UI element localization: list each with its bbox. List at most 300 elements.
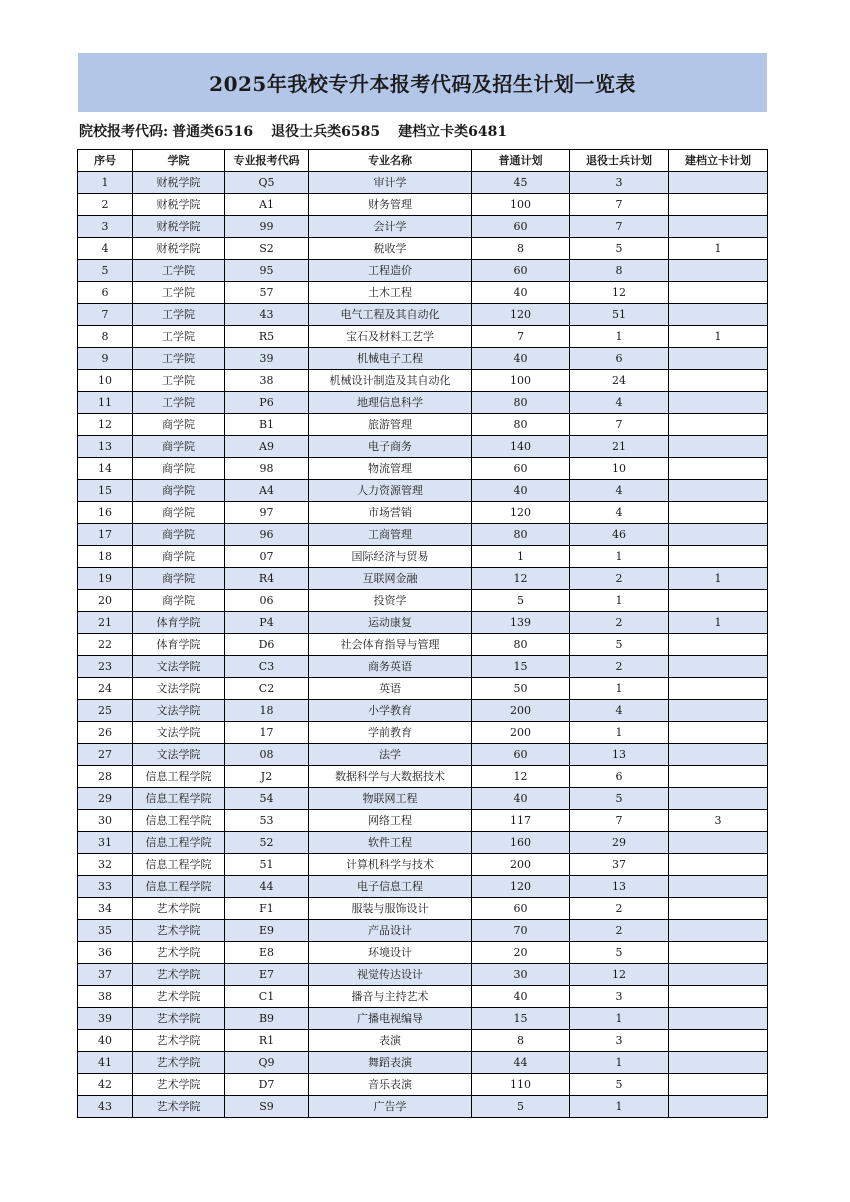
cell-veteran-plan: 1 [570,722,669,744]
cell-major-name: 地理信息科学 [309,392,472,414]
table-row [78,1074,768,1096]
page-title: 2025年我校专升本报考代码及招生计划一览表 [209,72,636,96]
cell-major-code: E8 [225,942,309,964]
cell-college: 信息工程学院 [133,854,225,876]
cell-index: 25 [78,700,133,722]
cell-college: 工学院 [133,348,225,370]
table-row [78,788,768,810]
cell-veteran-plan: 51 [570,304,669,326]
header-college: 学院 [133,150,225,172]
cell-college: 艺术学院 [133,1008,225,1030]
cell-regular-plan: 60 [472,216,570,238]
cell-veteran-plan: 6 [570,348,669,370]
cell-college: 商学院 [133,546,225,568]
cell-veteran-plan: 4 [570,392,669,414]
cell-poverty-plan [669,1008,768,1030]
cell-index: 17 [78,524,133,546]
cell-regular-plan: 200 [472,700,570,722]
cell-regular-plan: 200 [472,854,570,876]
cell-college: 艺术学院 [133,1052,225,1074]
cell-regular-plan: 40 [472,282,570,304]
table-row [78,524,768,546]
cell-major-code: D6 [225,634,309,656]
table-row [78,238,768,260]
cell-poverty-plan [669,172,768,194]
cell-index: 32 [78,854,133,876]
cell-college: 工学院 [133,370,225,392]
cell-major-name: 产品设计 [309,920,472,942]
cell-major-name: 互联网金融 [309,568,472,590]
cell-poverty-plan [669,524,768,546]
cell-index: 7 [78,304,133,326]
cell-regular-plan: 15 [472,1008,570,1030]
cell-poverty-plan [669,898,768,920]
cell-veteran-plan: 5 [570,788,669,810]
cell-poverty-plan [669,854,768,876]
cell-major-name: 宝石及材料工艺学 [309,326,472,348]
cell-major-name: 音乐表演 [309,1074,472,1096]
cell-poverty-plan [669,1096,768,1118]
cell-veteran-plan: 2 [570,612,669,634]
cell-veteran-plan: 2 [570,656,669,678]
cell-poverty-plan [669,216,768,238]
cell-poverty-plan: 1 [669,238,768,260]
cell-college: 商学院 [133,590,225,612]
cell-college: 信息工程学院 [133,766,225,788]
cell-major-code: R4 [225,568,309,590]
cell-index: 13 [78,436,133,458]
table-row [78,194,768,216]
cell-veteran-plan: 12 [570,282,669,304]
regular-code: 普通类6516 [172,124,254,140]
cell-index: 24 [78,678,133,700]
table-row [78,568,768,590]
poverty-code: 建档立卡类6481 [398,124,508,140]
table-row [78,1096,768,1118]
cell-regular-plan: 50 [472,678,570,700]
cell-veteran-plan: 21 [570,436,669,458]
cell-index: 21 [78,612,133,634]
cell-college: 工学院 [133,392,225,414]
cell-college: 文法学院 [133,656,225,678]
table-row [78,216,768,238]
cell-poverty-plan [669,480,768,502]
table-row [78,634,768,656]
cell-college: 艺术学院 [133,986,225,1008]
cell-poverty-plan [669,942,768,964]
veteran-code: 退役士兵类6585 [271,124,381,140]
cell-regular-plan: 60 [472,898,570,920]
cell-index: 14 [78,458,133,480]
cell-poverty-plan [669,876,768,898]
cell-major-code: 97 [225,502,309,524]
cell-index: 31 [78,832,133,854]
cell-veteran-plan: 3 [570,1030,669,1052]
table-row [78,282,768,304]
cell-veteran-plan: 1 [570,1008,669,1030]
cell-major-code: 51 [225,854,309,876]
cell-major-code: 52 [225,832,309,854]
cell-major-code: D7 [225,1074,309,1096]
cell-veteran-plan: 4 [570,502,669,524]
table-row [78,326,768,348]
table-row [78,1008,768,1030]
cell-college: 商学院 [133,524,225,546]
cell-regular-plan: 120 [472,876,570,898]
cell-college: 艺术学院 [133,1074,225,1096]
cell-index: 22 [78,634,133,656]
cell-index: 35 [78,920,133,942]
cell-regular-plan: 100 [472,194,570,216]
cell-major-code: 39 [225,348,309,370]
table-row [78,480,768,502]
cell-major-code: B1 [225,414,309,436]
cell-major-name: 英语 [309,678,472,700]
cell-regular-plan: 140 [472,436,570,458]
cell-index: 38 [78,986,133,1008]
cell-regular-plan: 12 [472,568,570,590]
cell-major-code: 98 [225,458,309,480]
cell-major-name: 计算机科学与技术 [309,854,472,876]
cell-major-code: C2 [225,678,309,700]
cell-college: 财税学院 [133,172,225,194]
cell-major-code: R5 [225,326,309,348]
cell-regular-plan: 139 [472,612,570,634]
cell-major-name: 软件工程 [309,832,472,854]
cell-major-name: 数据科学与大数据技术 [309,766,472,788]
cell-veteran-plan: 29 [570,832,669,854]
cell-college: 财税学院 [133,194,225,216]
cell-index: 43 [78,1096,133,1118]
codes-label: 院校报考代码: [79,124,169,140]
cell-index: 3 [78,216,133,238]
cell-major-code: 06 [225,590,309,612]
table-row [78,1030,768,1052]
cell-veteran-plan: 1 [570,326,669,348]
cell-major-name: 土木工程 [309,282,472,304]
cell-regular-plan: 80 [472,634,570,656]
cell-regular-plan: 100 [472,370,570,392]
cell-regular-plan: 40 [472,480,570,502]
cell-major-name: 工商管理 [309,524,472,546]
cell-poverty-plan [669,700,768,722]
table-row [78,920,768,942]
cell-poverty-plan [669,260,768,282]
header-index: 序号 [78,150,133,172]
title-banner [78,53,767,112]
cell-college: 文法学院 [133,678,225,700]
cell-major-name: 电子商务 [309,436,472,458]
cell-regular-plan: 60 [472,458,570,480]
cell-poverty-plan [669,414,768,436]
cell-index: 33 [78,876,133,898]
cell-veteran-plan: 5 [570,634,669,656]
cell-index: 28 [78,766,133,788]
cell-veteran-plan: 37 [570,854,669,876]
cell-college: 信息工程学院 [133,832,225,854]
cell-major-code: E9 [225,920,309,942]
cell-poverty-plan [669,964,768,986]
cell-major-name: 电子信息工程 [309,876,472,898]
table-body [78,172,768,1118]
cell-major-code: R1 [225,1030,309,1052]
cell-regular-plan: 60 [472,260,570,282]
cell-poverty-plan [669,1052,768,1074]
table-row [78,1052,768,1074]
cell-veteran-plan: 1 [570,1096,669,1118]
cell-veteran-plan: 2 [570,920,669,942]
cell-major-code: 44 [225,876,309,898]
cell-regular-plan: 110 [472,1074,570,1096]
cell-poverty-plan [669,1074,768,1096]
cell-college: 财税学院 [133,238,225,260]
cell-major-code: 18 [225,700,309,722]
cell-poverty-plan [669,678,768,700]
table-row [78,744,768,766]
cell-veteran-plan: 3 [570,986,669,1008]
cell-regular-plan: 5 [472,1096,570,1118]
cell-poverty-plan [669,194,768,216]
cell-major-code: J2 [225,766,309,788]
header-regular-plan: 普通计划 [472,150,570,172]
cell-major-name: 税收学 [309,238,472,260]
table-row [78,854,768,876]
cell-major-code: Q5 [225,172,309,194]
cell-index: 23 [78,656,133,678]
table-row [78,414,768,436]
table-row [78,172,768,194]
cell-college: 工学院 [133,326,225,348]
cell-college: 商学院 [133,568,225,590]
header-major-code: 专业报考代码 [225,150,309,172]
cell-major-code: 96 [225,524,309,546]
cell-major-code: S2 [225,238,309,260]
cell-veteran-plan: 2 [570,568,669,590]
table-row [78,678,768,700]
cell-poverty-plan: 3 [669,810,768,832]
cell-index: 16 [78,502,133,524]
cell-poverty-plan [669,370,768,392]
cell-poverty-plan [669,392,768,414]
cell-regular-plan: 80 [472,524,570,546]
cell-index: 41 [78,1052,133,1074]
cell-college: 体育学院 [133,612,225,634]
cell-major-code: B9 [225,1008,309,1030]
cell-index: 30 [78,810,133,832]
cell-veteran-plan: 1 [570,546,669,568]
cell-index: 27 [78,744,133,766]
cell-college: 文法学院 [133,722,225,744]
cell-veteran-plan: 7 [570,810,669,832]
cell-college: 工学院 [133,260,225,282]
cell-major-name: 国际经济与贸易 [309,546,472,568]
cell-major-name: 市场营销 [309,502,472,524]
cell-college: 商学院 [133,436,225,458]
cell-college: 财税学院 [133,216,225,238]
cell-major-name: 物联网工程 [309,788,472,810]
table-row [78,370,768,392]
cell-poverty-plan [669,546,768,568]
cell-college: 文法学院 [133,744,225,766]
cell-college: 文法学院 [133,700,225,722]
cell-index: 20 [78,590,133,612]
table-row [78,304,768,326]
cell-college: 艺术学院 [133,920,225,942]
cell-poverty-plan: 1 [669,612,768,634]
cell-poverty-plan [669,282,768,304]
cell-veteran-plan: 4 [570,700,669,722]
table-row [78,502,768,524]
cell-college: 体育学院 [133,634,225,656]
header-veteran-plan: 退役士兵计划 [570,150,669,172]
cell-major-code: C3 [225,656,309,678]
cell-poverty-plan [669,986,768,1008]
cell-poverty-plan [669,348,768,370]
cell-veteran-plan: 1 [570,1052,669,1074]
cell-college: 艺术学院 [133,1030,225,1052]
header-poverty-plan: 建档立卡计划 [669,150,768,172]
cell-veteran-plan: 13 [570,744,669,766]
cell-regular-plan: 40 [472,348,570,370]
cell-veteran-plan: 46 [570,524,669,546]
cell-major-name: 电气工程及其自动化 [309,304,472,326]
cell-major-code: 07 [225,546,309,568]
header-major-name: 专业名称 [309,150,472,172]
cell-regular-plan: 117 [472,810,570,832]
cell-index: 8 [78,326,133,348]
cell-veteran-plan: 5 [570,238,669,260]
cell-major-name: 服装与服饰设计 [309,898,472,920]
table-row [78,590,768,612]
cell-major-name: 表演 [309,1030,472,1052]
cell-regular-plan: 80 [472,392,570,414]
school-codes [79,120,507,142]
cell-index: 11 [78,392,133,414]
cell-major-code: 17 [225,722,309,744]
cell-college: 艺术学院 [133,964,225,986]
cell-poverty-plan [669,656,768,678]
cell-poverty-plan [669,634,768,656]
cell-major-name: 学前教育 [309,722,472,744]
cell-regular-plan: 12 [472,766,570,788]
cell-major-name: 工程造价 [309,260,472,282]
cell-veteran-plan: 7 [570,414,669,436]
cell-major-name: 舞蹈表演 [309,1052,472,1074]
cell-major-code: A9 [225,436,309,458]
cell-major-code: 95 [225,260,309,282]
cell-regular-plan: 1 [472,546,570,568]
cell-poverty-plan [669,458,768,480]
cell-veteran-plan: 5 [570,942,669,964]
cell-major-code: P6 [225,392,309,414]
cell-poverty-plan [669,502,768,524]
table-row [78,898,768,920]
cell-index: 40 [78,1030,133,1052]
cell-index: 34 [78,898,133,920]
cell-major-name: 小学教育 [309,700,472,722]
cell-regular-plan: 40 [472,986,570,1008]
cell-index: 2 [78,194,133,216]
cell-veteran-plan: 1 [570,590,669,612]
cell-index: 9 [78,348,133,370]
cell-regular-plan: 44 [472,1052,570,1074]
cell-major-code: Q9 [225,1052,309,1074]
cell-veteran-plan: 12 [570,964,669,986]
cell-major-code: A1 [225,194,309,216]
cell-poverty-plan [669,1030,768,1052]
cell-major-name: 广告学 [309,1096,472,1118]
cell-regular-plan: 120 [472,502,570,524]
table-row [78,986,768,1008]
cell-major-code: E7 [225,964,309,986]
cell-index: 6 [78,282,133,304]
cell-major-code: 08 [225,744,309,766]
cell-index: 12 [78,414,133,436]
cell-major-code: P4 [225,612,309,634]
cell-index: 42 [78,1074,133,1096]
table-header-row [78,150,768,172]
cell-regular-plan: 160 [472,832,570,854]
cell-major-code: F1 [225,898,309,920]
cell-index: 36 [78,942,133,964]
cell-major-code: 43 [225,304,309,326]
cell-college: 信息工程学院 [133,788,225,810]
cell-college: 商学院 [133,480,225,502]
cell-regular-plan: 60 [472,744,570,766]
enrollment-table [77,149,768,1118]
cell-major-name: 法学 [309,744,472,766]
table-row [78,458,768,480]
cell-poverty-plan [669,304,768,326]
cell-veteran-plan: 5 [570,1074,669,1096]
cell-index: 39 [78,1008,133,1030]
table-row [78,964,768,986]
cell-college: 商学院 [133,502,225,524]
cell-regular-plan: 70 [472,920,570,942]
cell-major-code: C1 [225,986,309,1008]
cell-major-name: 网络工程 [309,810,472,832]
cell-index: 5 [78,260,133,282]
cell-college: 信息工程学院 [133,810,225,832]
cell-major-name: 财务管理 [309,194,472,216]
cell-poverty-plan [669,744,768,766]
cell-veteran-plan: 7 [570,194,669,216]
cell-regular-plan: 80 [472,414,570,436]
cell-major-name: 广播电视编导 [309,1008,472,1030]
cell-index: 29 [78,788,133,810]
cell-poverty-plan [669,722,768,744]
cell-regular-plan: 30 [472,964,570,986]
cell-major-name: 物流管理 [309,458,472,480]
cell-veteran-plan: 6 [570,766,669,788]
table-row [78,810,768,832]
cell-poverty-plan [669,590,768,612]
cell-index: 10 [78,370,133,392]
table-row [78,612,768,634]
cell-major-code: 99 [225,216,309,238]
cell-veteran-plan: 10 [570,458,669,480]
cell-poverty-plan [669,436,768,458]
cell-major-name: 旅游管理 [309,414,472,436]
cell-veteran-plan: 7 [570,216,669,238]
cell-index: 26 [78,722,133,744]
table-row [78,348,768,370]
cell-major-name: 机械设计制造及其自动化 [309,370,472,392]
cell-major-name: 环境设计 [309,942,472,964]
cell-index: 18 [78,546,133,568]
cell-major-name: 播音与主持艺术 [309,986,472,1008]
cell-regular-plan: 5 [472,590,570,612]
